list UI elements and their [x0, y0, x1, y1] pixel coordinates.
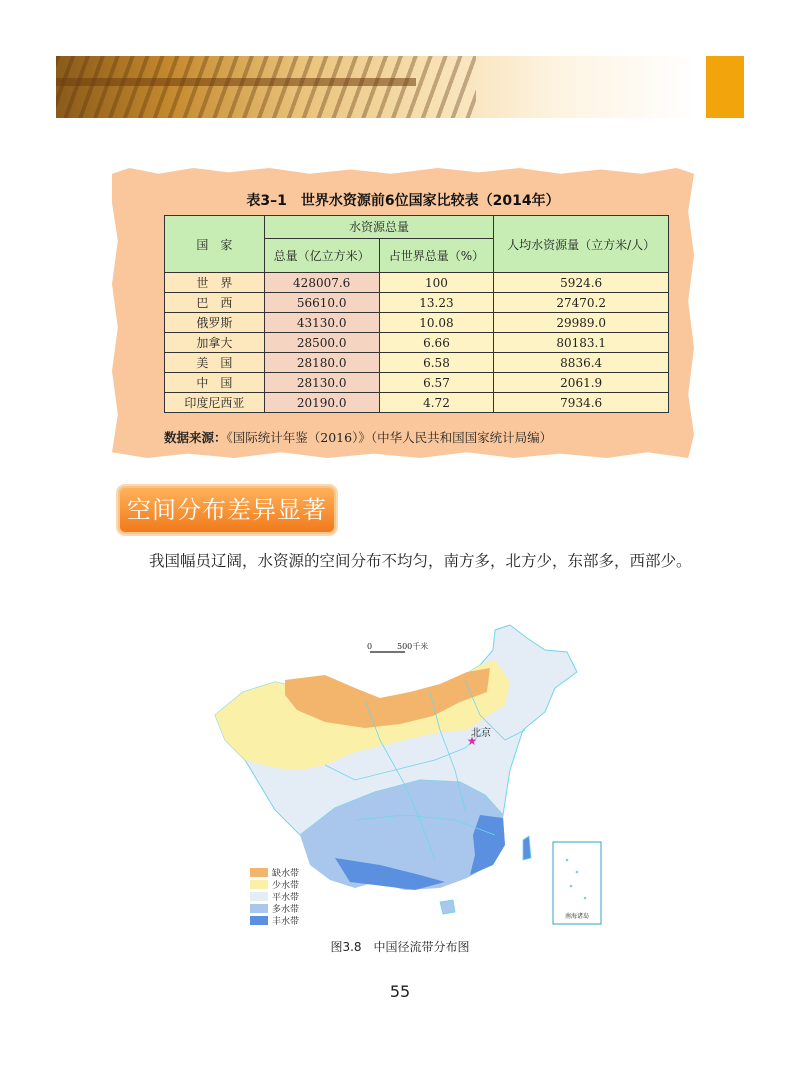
total-cell: 28130.0 — [264, 373, 379, 393]
percap-cell: 27470.2 — [494, 293, 669, 313]
legend-label: 缺水带 — [272, 868, 300, 879]
share-cell: 13.23 — [379, 293, 494, 313]
section-heading: 空间分布差异显著 — [118, 486, 336, 534]
country-cell: 中 国 — [165, 373, 265, 393]
legend-item — [250, 902, 299, 914]
table-row — [165, 393, 669, 413]
table-row — [165, 373, 669, 393]
percap-cell: 5924.6 — [494, 273, 669, 293]
percap-cell: 7934.6 — [494, 393, 669, 413]
country-cell: 世 界 — [165, 273, 265, 293]
capital-star-icon: ★ — [466, 734, 478, 748]
legend-item — [250, 890, 299, 902]
share-cell: 4.72 — [379, 393, 494, 413]
legend-item — [250, 914, 299, 926]
total-cell: 28500.0 — [264, 333, 379, 353]
table-source — [164, 428, 552, 446]
country-cell: 印度尼西亚 — [165, 393, 265, 413]
south-sea-inset — [553, 842, 601, 924]
header-share: 占世界总量（%） — [379, 238, 494, 272]
island-dot — [570, 885, 573, 888]
percap-cell: 80183.1 — [494, 333, 669, 353]
legend-swatch — [250, 880, 268, 889]
legend-item — [250, 878, 299, 890]
island-dot — [576, 871, 579, 874]
legend-label: 少水带 — [272, 880, 300, 891]
legend-swatch — [250, 916, 268, 925]
percap-cell: 8836.4 — [494, 353, 669, 373]
legend-swatch — [250, 868, 268, 877]
taiwan-island — [523, 836, 531, 860]
share-cell: 6.58 — [379, 353, 494, 373]
map-legend — [250, 866, 299, 926]
total-cell: 20190.0 — [264, 393, 379, 413]
share-cell: 100 — [379, 273, 494, 293]
header-orange-tab — [706, 56, 744, 118]
legend-swatch — [250, 892, 268, 901]
source-label: 数据来源： — [164, 430, 227, 445]
country-cell: 俄罗斯 — [165, 313, 265, 333]
inset-label: 南海诸岛 — [564, 913, 590, 920]
country-cell: 巴 西 — [165, 293, 265, 313]
figure-caption: 图3.8 中国径流带分布图 — [330, 940, 470, 954]
share-cell: 6.66 — [379, 333, 494, 353]
header-banner-image — [56, 56, 696, 118]
header-total: 总量（亿立方米） — [264, 238, 379, 272]
scale-label: 500千米 — [397, 642, 429, 651]
header-group: 水资源总量 — [264, 216, 494, 239]
legend-item — [250, 866, 299, 878]
total-cell: 28180.0 — [264, 353, 379, 373]
share-cell: 6.57 — [379, 373, 494, 393]
legend-label: 多水带 — [272, 904, 300, 915]
legend-swatch — [250, 904, 268, 913]
country-cell: 加拿大 — [165, 333, 265, 353]
header-country: 国 家 — [165, 216, 265, 273]
table-row — [165, 273, 669, 293]
water-resources-table — [164, 215, 669, 413]
island-dot — [584, 897, 587, 900]
legend-label: 平水带 — [272, 892, 300, 903]
percap-cell: 2061.9 — [494, 373, 669, 393]
body-paragraph: 我国幅员辽阔，水资源的空间分布不均匀，南方多，北方少，东部多，西部少。 — [149, 552, 692, 570]
total-cell: 43130.0 — [264, 313, 379, 333]
island-dot — [566, 859, 569, 862]
header-percap: 人均水资源量（立方米/人） — [494, 216, 669, 273]
source-text: 《国际统计年鉴（2016）》（中华人民共和国国家统计局编） — [226, 430, 553, 445]
table-title: 表3–1 世界水资源前6位国家比较表（2014年） — [246, 193, 560, 209]
total-cell: 428007.6 — [264, 273, 379, 293]
country-cell: 美 国 — [165, 353, 265, 373]
banner-bridge-shape — [56, 78, 416, 86]
share-cell: 10.08 — [379, 313, 494, 333]
scale-zero: 0 — [367, 642, 373, 651]
table-row — [165, 293, 669, 313]
table-row — [165, 313, 669, 333]
table-row — [165, 353, 669, 373]
table-row — [165, 333, 669, 353]
total-cell: 56610.0 — [264, 293, 379, 313]
capital-label: 北京 — [471, 728, 491, 739]
hainan-island — [440, 900, 455, 914]
banner-texture — [56, 56, 476, 118]
page-number: 55 — [389, 982, 411, 1001]
percap-cell: 29989.0 — [494, 313, 669, 333]
legend-label: 丰水带 — [272, 916, 300, 927]
